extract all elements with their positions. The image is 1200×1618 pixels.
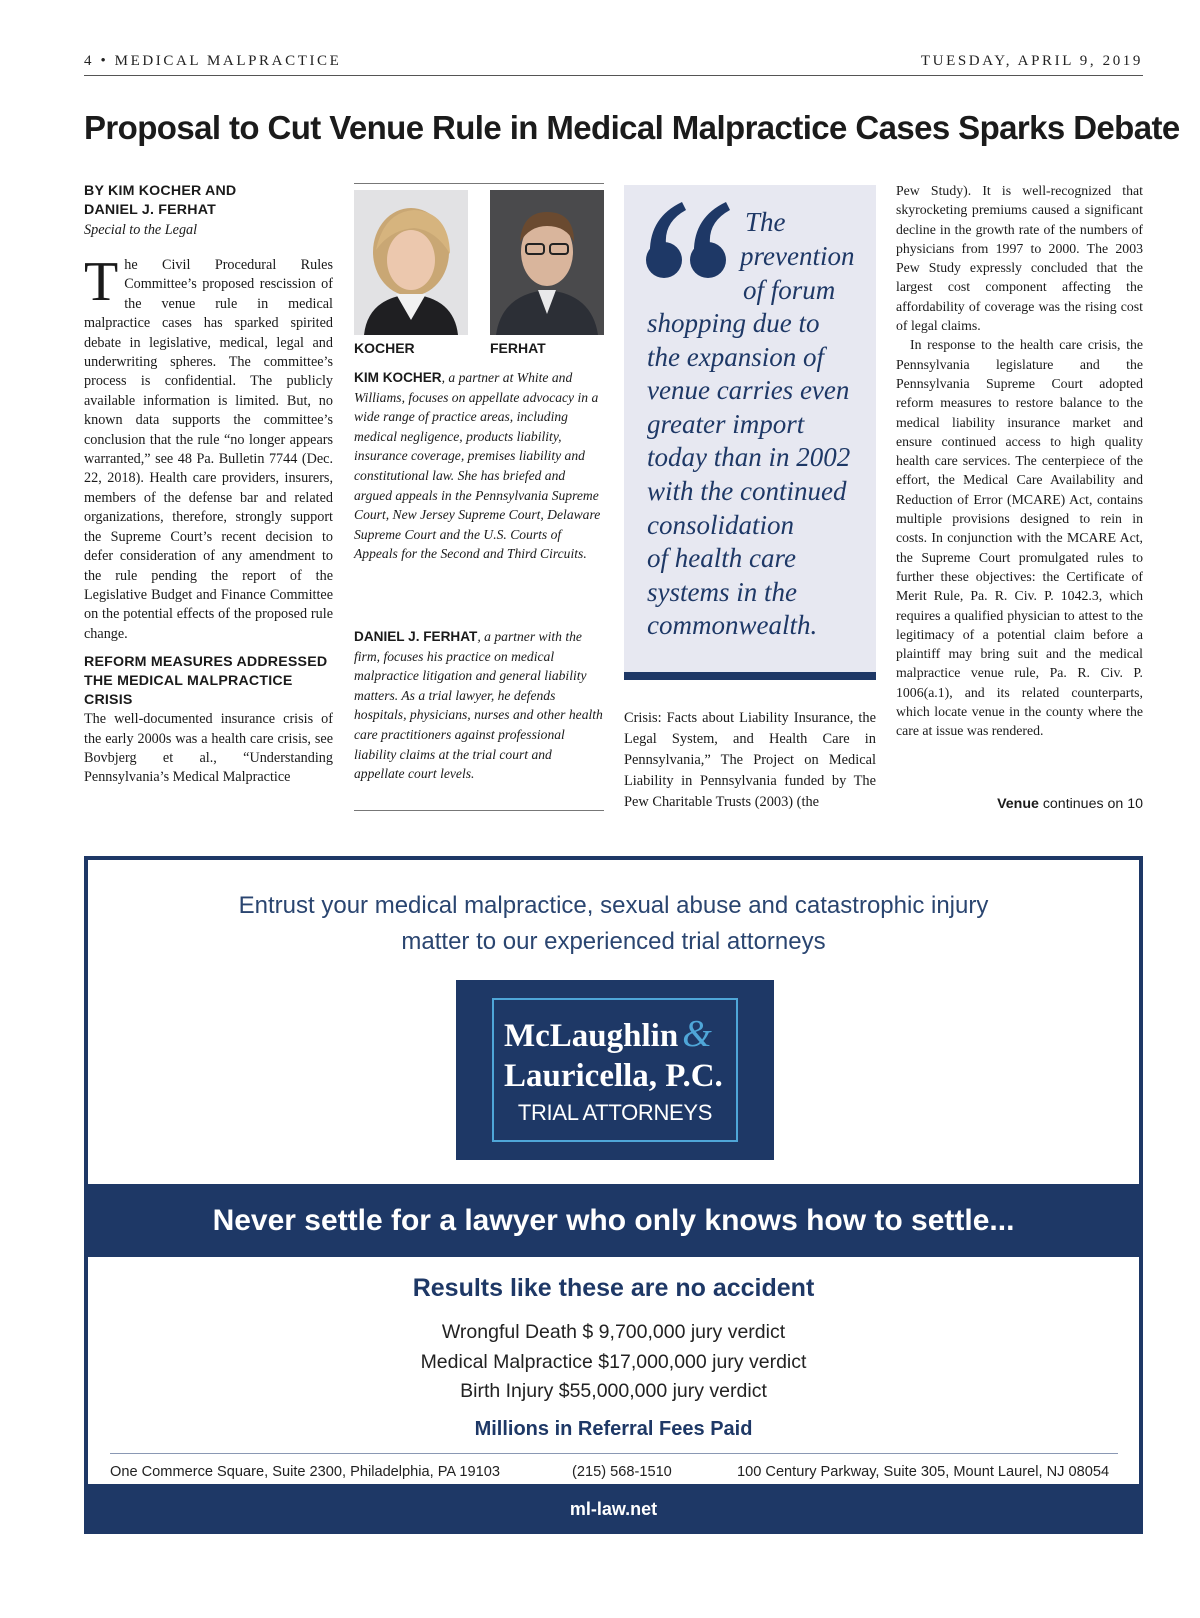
phone-number[interactable]: (215) 568-1510 <box>572 1464 672 1480</box>
subhead: REFORM MEASURES ADDRESSED THE MEDICAL MALPRACTICE CRISIS <box>84 654 328 709</box>
ad-divider <box>110 1453 1118 1454</box>
logo-ampersand: & <box>682 1013 712 1055</box>
pullquote-line: with the continued <box>647 475 847 506</box>
address-philadelphia: One Commerce Square, Suite 2300, Philadelphia, PA 19103 <box>110 1464 500 1480</box>
result-item: Medical Malpractice $17,000,000 jury verdict <box>420 1350 807 1373</box>
jump-keyword: Venue <box>997 796 1039 812</box>
caption-ferhat: FERHAT <box>490 340 546 356</box>
bio-ferhat-name: DANIEL J. FERHAT <box>354 629 478 644</box>
headline: Proposal to Cut Venue Rule in Medical Malpractice Cases Sparks Debate <box>84 109 1180 146</box>
pullquote-line: venue carries even <box>647 375 850 406</box>
pullquote-line: of health care <box>647 543 796 574</box>
ad-tagline-line-2: matter to our experienced trial attorneys <box>401 928 826 955</box>
ad-tagline-line-1: Entrust your medical malpractice, sexual abuse and catastrophic injury <box>238 892 989 919</box>
pullquote-head <box>745 206 870 240</box>
pullquote-bar <box>624 672 876 680</box>
pullquote-line: shopping due to <box>647 308 820 338</box>
byline-line-2: DANIEL J. FERHAT <box>84 202 216 218</box>
pullquote-head-2 <box>740 240 875 307</box>
pullquote-line: consolidation <box>647 509 794 540</box>
column-4-paragraph-1: Pew Study). It is well-recognized that skyrocketing premiums caused a significant decline in the growth rate of the numbers of physicians from 1997 to 2000. The 2003 Pew Study expressly concluded that the largest cost component affecting the affordability of coverage was the rising cost of legal claims. <box>896 183 1143 334</box>
logo-subtitle: TRIAL ATTORNEYS <box>517 1100 713 1125</box>
bio-ferhat-text: , a partner with the firm, focuses his practice on medical malpractice litigation and general liability matters. As a trial lawyer, he defends hospitals, physicians, nurses and other health care practitioners against professional liability claims at the trial court and appellate court levels. <box>354 629 603 782</box>
paragraph-2: The well-documented insurance crisis of the early 2000s was a health care crisis, see Bovbjerg et al., “Understanding Pennsylvania’s Medical Malpractice <box>84 711 333 786</box>
caption-kocher: KOCHER <box>354 340 415 356</box>
quote-mark-icon <box>642 188 737 298</box>
pullquote-line: systems in the <box>647 576 797 607</box>
column-4-paragraph-2: In response to the health care crisis, the Pennsylvania legislature and the Pennsylvania Supreme Court adopted reform measures to restore balance to the medical liability insurance market and ensure continued access to high quality health care services. The centerpiece of the effort, the Medical Care Availability and Reduction of Error (MCARE) Act, contains multiple provisions designed to rein in costs. In conjunction with the MCARE Act, the Supreme Court promulgated rules to further these objectives: the Certificate of Merit Rule, Pa. R. Civ. P. 1042.3, which requires a qualified physician to attest to the legitimacy of a potential claim before a plaintiff may bring suit and the medical malpractice venue rule, Pa. R. Civ. P. 1006(a.1), and its related counterparts, which locate venue in the county where the care at issue was rendered. <box>896 337 1143 739</box>
logo-name <box>504 1014 723 1096</box>
bio-kocher <box>354 368 604 564</box>
pullquote-line: The <box>745 207 786 237</box>
drop-cap: T <box>84 251 119 313</box>
referral-fees: Millions in Referral Fees Paid <box>474 1418 753 1440</box>
pullquote-line: the expansion of <box>647 341 824 372</box>
pullquote-line: commonwealth. <box>647 610 818 641</box>
pullquote-line: greater import <box>647 408 805 439</box>
pullquote-line: today than in 2002 <box>647 442 851 473</box>
bio-rule-bottom <box>354 810 604 811</box>
column-1 <box>84 182 333 788</box>
pullquote-line: of forum <box>743 274 836 305</box>
ferhat-photo <box>490 190 604 335</box>
ad-slogan: Never settle for a lawyer who only knows how to settle... <box>212 1204 1015 1237</box>
header-rule <box>84 75 1143 76</box>
photo-rule-top <box>354 183 604 184</box>
logo-line-2: Lauricella, P.C. <box>504 1058 723 1094</box>
result-item: Wrongful Death $ 9,700,000 jury verdict <box>441 1321 786 1343</box>
column-4 <box>896 181 1143 741</box>
column-3-text: Crisis: Facts about Liability Insurance, the Legal System, and Health Care in Pennsylvania,” The Project on Medical Liability in Pennsylvania funded by The Pew Charitable Trusts (2003) (the <box>624 710 876 810</box>
ad-tagline <box>84 888 1143 960</box>
jump-line <box>997 796 1143 812</box>
pullquote-body <box>647 307 873 643</box>
article-lede <box>84 251 333 644</box>
results-title: Results like these are no accident <box>412 1274 815 1302</box>
pullquote-line: prevention <box>740 241 855 271</box>
firm-logo <box>456 980 774 1160</box>
byline-line-1: BY KIM KOCHER AND <box>84 183 237 199</box>
kocher-photo <box>354 190 468 335</box>
special-to-legal: Special to the Legal <box>84 222 198 238</box>
lede-paragraph: he Civil Procedural Rules Committee’s proposed rescission of the venue rule in medical malpractice cases has sparked spirited debate in legislative, medical, legal and underwriting spheres. The committee’s process is confidential. The publicly available information is limited. But, no known data supports the committee’s conclusion that the rule “no longer appears warranted,” see 48 Pa. Bulletin 7744 (Dec. 22, 2018). Health care providers, insurers, members of the defense bar and related organizations, therefore, strongly support the Supreme Court’s recent decision to defer consideration of any amendment to the rule pending the report of the Legislative Budget and Finance Committee on the potential effects of the proposed rule change. <box>84 257 333 642</box>
bio-ferhat <box>354 627 604 784</box>
results-list <box>84 1318 1143 1407</box>
website-link[interactable]: ml-law.net <box>569 1499 658 1519</box>
jump-text: continues on 10 <box>1038 796 1143 812</box>
logo-line-1: McLaughlin <box>504 1018 679 1054</box>
address-mount-laurel: 100 Century Parkway, Suite 305, Mount Laurel, NJ 08054 <box>737 1464 1110 1480</box>
issue-date: TUESDAY, APRIL 9, 2019 <box>920 53 1143 69</box>
bio-kocher-name: KIM KOCHER <box>354 370 442 385</box>
section-label: 4 • MEDICAL MALPRACTICE <box>84 53 342 69</box>
result-item: Birth Injury $55,000,000 jury verdict <box>460 1380 767 1402</box>
bio-kocher-text: , a partner at White and Williams, focuses on appellate advocacy in a wide range of practice areas, including medical negligence, products liability, insurance coverage, premises liability and constitutional law. She has briefed and argued appeals in the Pennsylvania Supreme Court, New Jersey Supreme Court, Delaware Supreme Court and the U.S. Courts of Appeals for the Second and Third Circuits. <box>354 370 601 562</box>
